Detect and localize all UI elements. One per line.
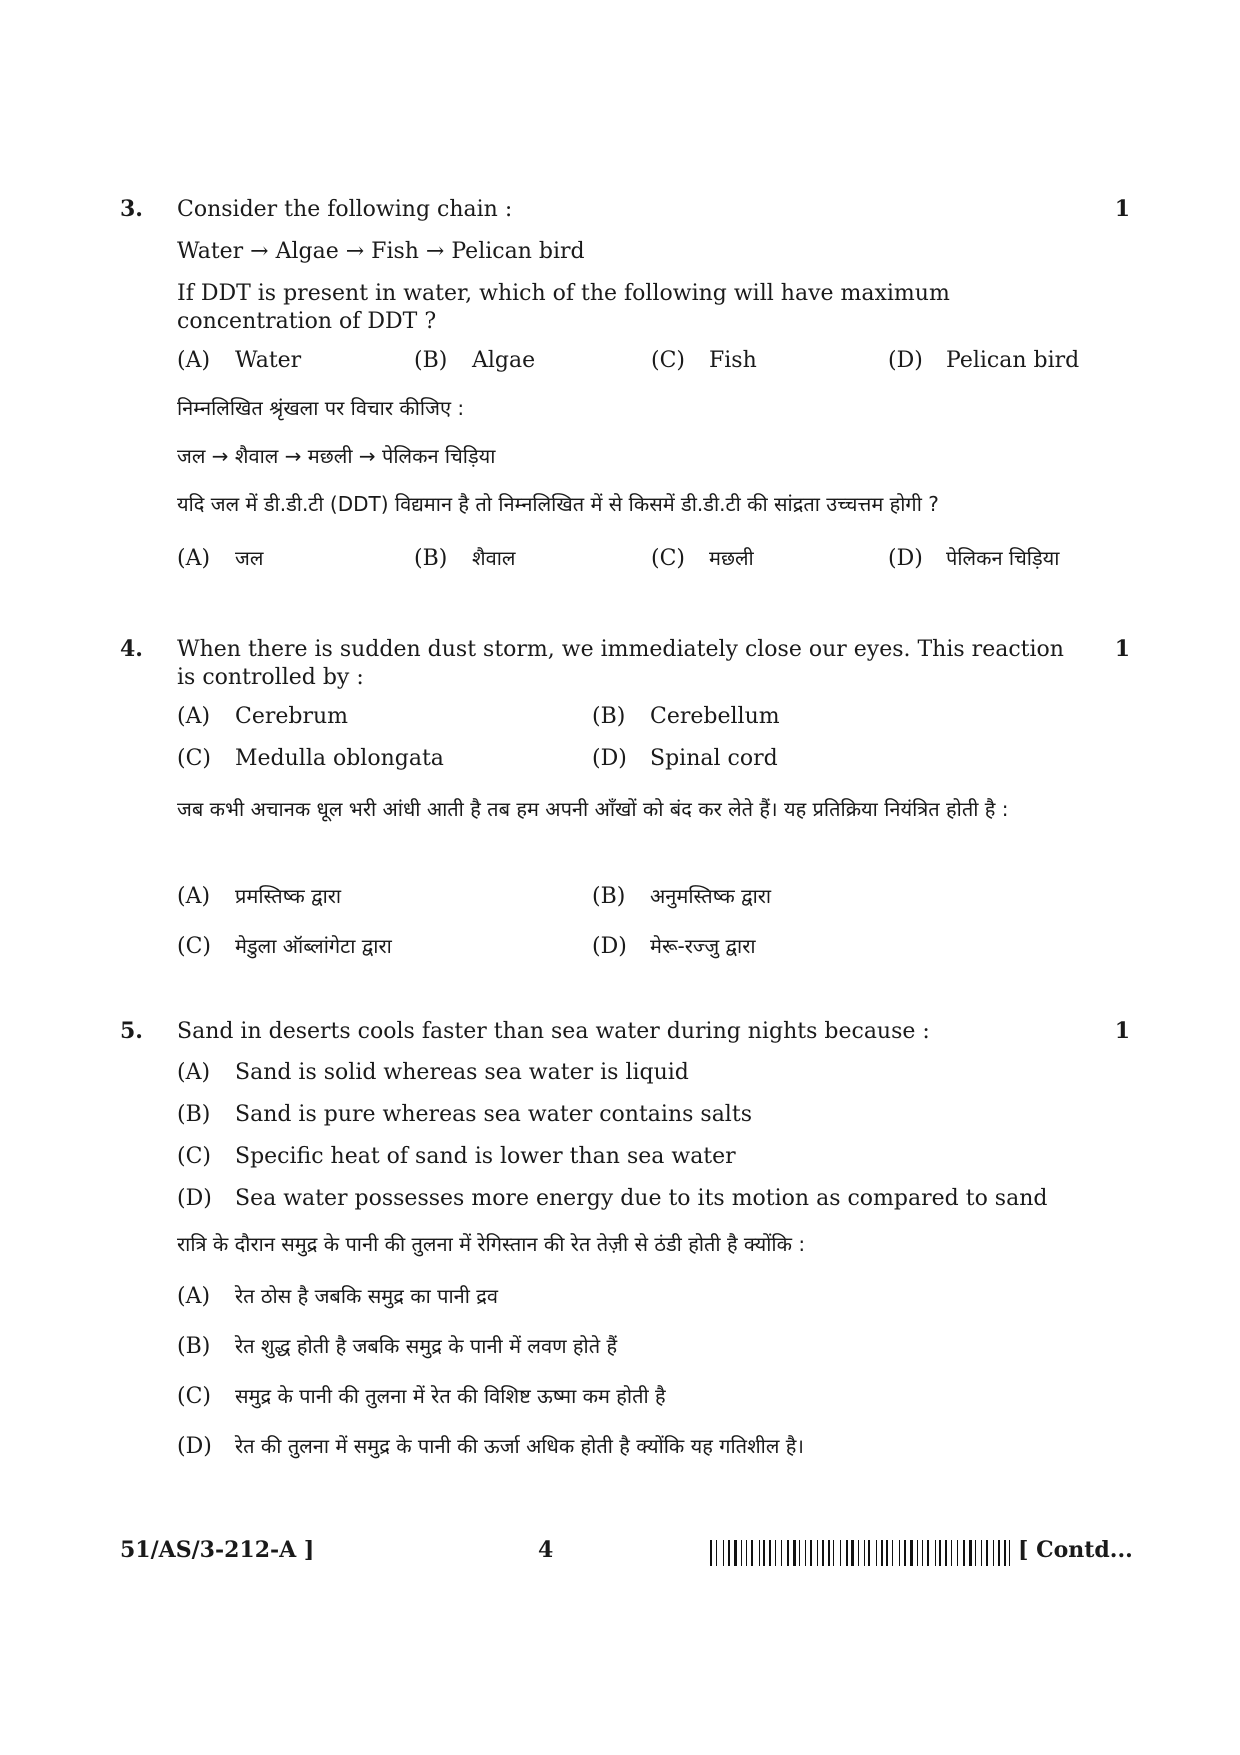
- option-b-hindi: (B) रेत शुद्ध होती है जबकि समुद्र के पानी में लवण होते हैं: [177, 1334, 618, 1359]
- question-marks: 1: [1114, 196, 1130, 222]
- option-a-hindi: (A) जल: [177, 546, 264, 571]
- option-c-hindi: (C) मेडुला ऑब्लांगेटा द्वारा: [177, 934, 392, 959]
- option-a: (A) Cerebrum: [177, 704, 349, 729]
- option-a: (A) Water: [177, 348, 302, 373]
- option-d-hindi: (D) रेत की तुलना में समुद्र के पानी की ऊर्जा अधिक होती है क्योंकि यह गतिशील है।: [177, 1434, 804, 1459]
- option-d: (D) Sea water possesses more energy due to its motion as compared to sand: [177, 1186, 1048, 1211]
- option-b: (B) Sand is pure whereas sea water contains salts: [177, 1102, 752, 1127]
- contd-label: [ Contd...: [1018, 1537, 1133, 1563]
- option-b-hindi: (B) शैवाल: [414, 546, 516, 571]
- option-b: (B) Algae: [414, 348, 536, 373]
- question-text-hindi: रात्रि के दौरान समुद्र के पानी की तुलना में रेगिस्तान की रेत तेज़ी से ठंडी होती है क्योंकि :: [177, 1232, 806, 1256]
- option-c-hindi: (C) समुद्र के पानी की तुलना में रेत की विशिष्ट ऊष्मा कम होती है: [177, 1384, 666, 1409]
- page-number: 4: [538, 1537, 554, 1563]
- option-a: (A) Sand is solid whereas sea water is liquid: [177, 1060, 689, 1085]
- option-d: (D) Pelican bird: [888, 348, 1080, 373]
- option-b-hindi: (B) अनुमस्तिष्क द्वारा: [592, 884, 772, 909]
- food-chain: Water → Algae → Fish → Pelican bird: [177, 239, 585, 264]
- food-chain-hindi: जल → शैवाल → मछली → पेलिकन चिड़िया: [177, 444, 496, 468]
- option-a-hindi: (A) प्रमस्तिष्क द्वारा: [177, 884, 342, 909]
- question-number: 3.: [120, 196, 143, 222]
- option-c: (C) Medulla oblongata: [177, 746, 444, 771]
- question-text: Consider the following chain :: [177, 197, 513, 222]
- question-marks: 1: [1114, 1018, 1130, 1044]
- question-text: Sand in deserts cools faster than sea water during nights because :: [177, 1019, 930, 1044]
- paper-code: 51/AS/3-212-A ]: [120, 1537, 315, 1563]
- question-number: 4.: [120, 636, 143, 662]
- option-a-hindi: (A) रेत ठोस है जबकि समुद्र का पानी द्रव: [177, 1284, 499, 1309]
- option-d-hindi: (D) मेरू-रज्जु द्वारा: [592, 934, 756, 959]
- barcode: [710, 1540, 1010, 1566]
- question-marks: 1: [1114, 636, 1130, 662]
- question-number: 5.: [120, 1018, 143, 1044]
- question-text-hindi: निम्नलिखित श्रृंखला पर विचार कीजिए :: [177, 396, 465, 420]
- option-b: (B) Cerebellum: [592, 704, 780, 729]
- option-c: (C) Specific heat of sand is lower than sea water: [177, 1144, 736, 1169]
- option-d-hindi: (D) पेलिकन चिड़िया: [888, 546, 1060, 571]
- option-d: (D) Spinal cord: [592, 746, 778, 771]
- question-text: When there is sudden dust storm, we immediately close our eyes. This reaction is controlled by :: [177, 637, 1064, 690]
- option-c-hindi: (C) मछली: [651, 546, 754, 571]
- question-text-hindi: जब कभी अचानक धूल भरी आंधी आती है तब हम अपनी आँखों को बंद कर लेते हैं। यह प्रतिक्रिया नियंत्रित होती है :: [177, 797, 1009, 821]
- question-text: If DDT is present in water, which of the following will have maximum concentration of DDT ?: [177, 281, 950, 334]
- option-c: (C) Fish: [651, 348, 757, 373]
- question-text-hindi: यदि जल में डी.डी.टी (DDT) विद्यमान है तो निम्नलिखित में से किसमें डी.डी.टी की सांद्रता उच्चत्तम होगी ?: [177, 492, 939, 516]
